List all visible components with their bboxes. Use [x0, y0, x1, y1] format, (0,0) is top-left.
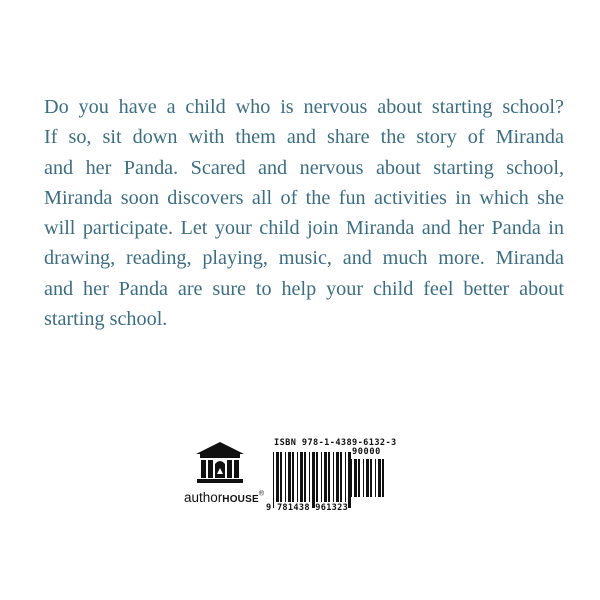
blurb-line: If so, sit down with them and share the story of Miranda — [44, 126, 564, 149]
blurb-line: drawing, reading, playing, music, and much more. Miranda — [44, 247, 564, 270]
house-book-logo-icon — [192, 440, 248, 486]
ean-barcode-bars — [273, 452, 351, 508]
back-cover-blurb — [44, 92, 564, 334]
blurb-line: will participate. Let your child join Miranda and her Panda in — [44, 217, 564, 240]
blurb-line: starting school. — [44, 308, 168, 331]
blurb-line: and her Panda. Scared and nervous about starting school, — [44, 156, 564, 179]
publisher-name: authorHOUSE® — [184, 490, 265, 505]
isbn-text: ISBN 978-1-4389-6132-3 — [274, 438, 397, 448]
blurb-line: and her Panda are sure to help your child feel better about — [44, 277, 564, 300]
ean-digits: 9 781438 961323 — [266, 503, 349, 513]
addon-barcode-bars — [351, 459, 391, 503]
blurb-line: Miranda soon discovers all of the fun activities in which she — [44, 186, 564, 209]
blurb-line: Do you have a child who is nervous about starting school? — [44, 96, 564, 118]
price-addon-digits: 90000 — [352, 447, 381, 457]
isbn-barcode — [266, 438, 397, 518]
publisher-logo — [184, 440, 264, 512]
